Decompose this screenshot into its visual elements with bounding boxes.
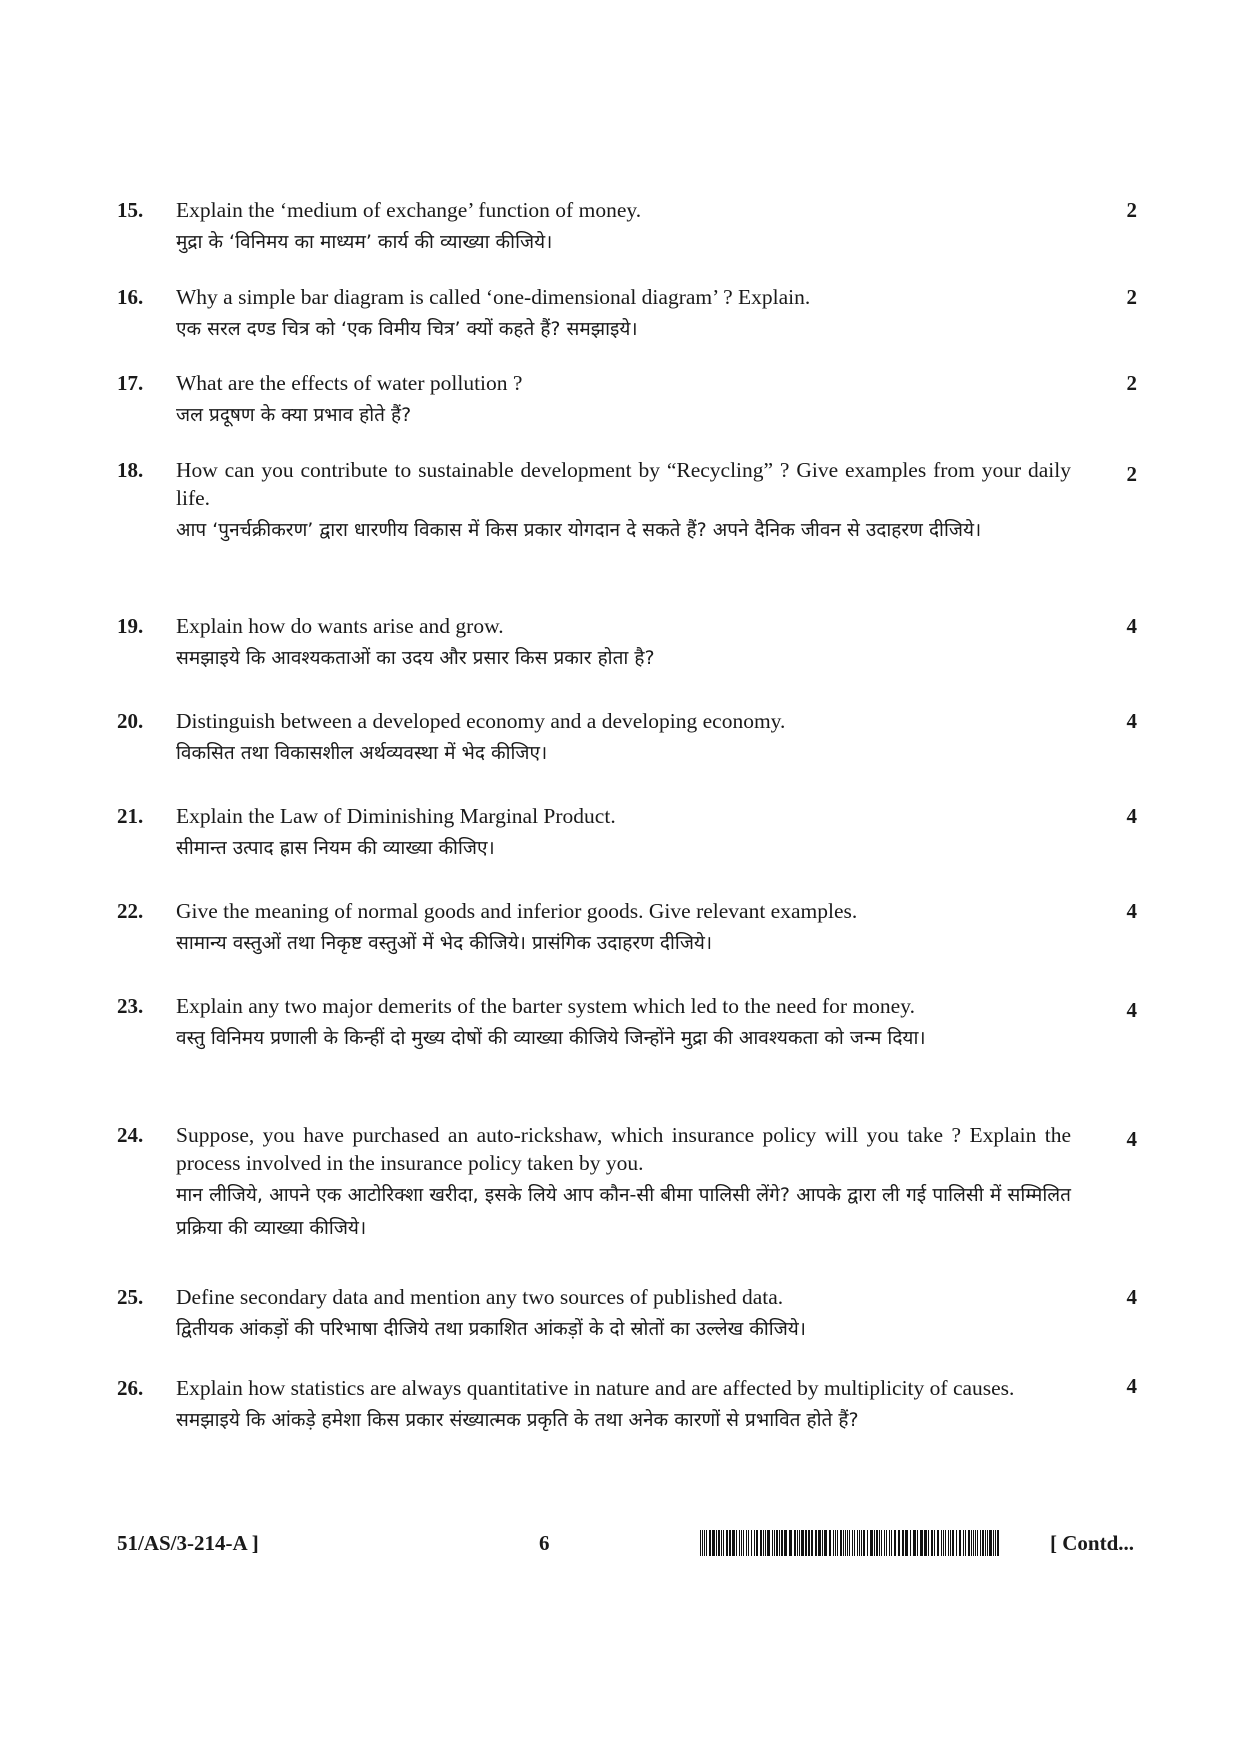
- barcode-bar: [987, 1530, 988, 1556]
- question-text-english: Explain the Law of Diminishing Marginal Product.: [176, 804, 616, 828]
- barcode-bar: [934, 1530, 935, 1556]
- question-text-english: What are the effects of water pollution ?: [176, 371, 523, 395]
- barcode-bar: [980, 1530, 981, 1556]
- question-number: 22.: [117, 899, 144, 923]
- barcode-bar: [729, 1530, 731, 1556]
- barcode-bar: [857, 1530, 858, 1556]
- barcode-bar: [789, 1530, 792, 1556]
- question-number: 19.: [117, 614, 144, 638]
- barcode-bar: [822, 1530, 823, 1556]
- barcode-bar: [950, 1530, 951, 1556]
- barcode-bar: [973, 1530, 974, 1556]
- question-text-hindi: समझाइये कि आंकड़े हमेशा किस प्रकार संख्यात्मक प्रकृति के तथा अनेक कारणों से प्रभावित होते हैं?: [176, 1409, 859, 1431]
- barcode-bar: [716, 1530, 717, 1556]
- barcode-bar: [843, 1530, 844, 1556]
- barcode-bar: [861, 1530, 862, 1556]
- barcode-bar: [963, 1530, 964, 1556]
- barcode-bar: [943, 1530, 944, 1556]
- question-body: [176, 456, 1071, 547]
- barcode-bar: [776, 1530, 778, 1556]
- barcode-bar: [718, 1530, 720, 1556]
- barcode-bar: [833, 1530, 834, 1556]
- barcode-bar: [751, 1530, 752, 1556]
- barcode-bar: [905, 1530, 908, 1556]
- question-body: [176, 897, 1071, 960]
- question-marks: 4: [1126, 804, 1137, 828]
- barcode-bar: [837, 1530, 838, 1556]
- barcode-bar: [801, 1530, 804, 1556]
- barcode-bar: [784, 1530, 787, 1556]
- barcode-bar: [989, 1530, 992, 1556]
- barcode-bar: [876, 1530, 878, 1556]
- question-text-english: Why a simple bar diagram is called ‘one-dimensional diagram’ ? Explain.: [176, 285, 811, 309]
- question-body: [176, 196, 1071, 259]
- question-text-hindi: सामान्य वस्तुओं तथा निकृष्ट वस्तुओं में भेद कीजिये। प्रासंगिक उदाहरण दीजिये।: [176, 932, 713, 954]
- barcode-bar: [799, 1530, 800, 1556]
- barcode-bar: [706, 1530, 707, 1556]
- barcode-bar: [968, 1530, 970, 1556]
- barcode-bar: [772, 1530, 773, 1556]
- question-number: 20.: [117, 709, 144, 733]
- barcode-bar: [881, 1530, 882, 1556]
- question-body: [176, 612, 1071, 675]
- question-text-hindi: विकसित तथा विकासशील अर्थव्यवस्था में भेद कीजिए।: [176, 742, 548, 764]
- question-text-english: Explain how statistics are always quantitative in nature and are affected by multiplicity of causes.: [176, 1376, 1015, 1400]
- barcode-bar: [824, 1530, 827, 1556]
- question-number: 15.: [117, 198, 144, 222]
- question-text-english: Explain how do wants arise and grow.: [176, 614, 504, 638]
- barcode-bar: [937, 1530, 939, 1556]
- barcode-bar: [732, 1530, 735, 1556]
- barcode-bar: [721, 1530, 722, 1556]
- barcode-bar: [910, 1530, 911, 1556]
- barcode-bar: [849, 1530, 850, 1556]
- question-number: 25.: [117, 1285, 144, 1309]
- question-body: [176, 283, 1071, 346]
- question-text-english: Give the meaning of normal goods and inferior goods. Give relevant examples.: [176, 899, 858, 923]
- question-marks: 4: [1126, 614, 1137, 638]
- barcode-bar: [765, 1530, 766, 1556]
- question-text-hindi: मुद्रा के ‘विनिमय का माध्यम’ कार्य की व्याख्या कीजिये।: [176, 231, 553, 253]
- barcode-bar: [845, 1530, 846, 1556]
- barcode-bar: [997, 1530, 999, 1556]
- question-body: [176, 992, 1071, 1055]
- barcode-bar: [917, 1530, 918, 1556]
- barcode-bar: [797, 1530, 798, 1556]
- barcode-bar: [867, 1530, 868, 1556]
- barcode-bar: [763, 1530, 764, 1556]
- question-text-english: Suppose, you have purchased an auto-rickshaw, which insurance policy will you take ? Explain the process involved in the insurance policy taken by you.: [176, 1123, 1071, 1175]
- question-text-english: Explain the ‘medium of exchange’ function of money.: [176, 198, 642, 222]
- barcode-bar: [859, 1530, 860, 1556]
- question-text-hindi: आप ‘पुनर्चक्रीकरण’ द्वारा धारणीय विकास में किस प्रकार योगदान दे सकते हैं? अपने दैनिक जीवन से उदाहरण दीजिये।: [176, 519, 982, 541]
- barcode-bar: [743, 1530, 744, 1556]
- barcode-bar: [774, 1530, 775, 1556]
- barcode-bar: [956, 1530, 957, 1556]
- question-marks: 4: [1126, 899, 1137, 923]
- question-text-hindi: जल प्रदूषण के क्या प्रभाव होते हैं?: [176, 404, 412, 426]
- barcode-bar: [941, 1530, 942, 1556]
- barcode-bar: [709, 1530, 711, 1556]
- barcode-bar: [835, 1530, 836, 1556]
- barcode-bar: [840, 1530, 842, 1556]
- barcode-bar: [726, 1530, 728, 1556]
- barcode-bar: [870, 1530, 873, 1556]
- barcode-bar: [852, 1530, 853, 1556]
- barcode-bar: [891, 1530, 892, 1556]
- question-marks: 4: [1126, 1374, 1137, 1398]
- paper-code: 51/AS/3-214-A ]: [117, 1531, 259, 1555]
- barcode-bar: [879, 1530, 880, 1556]
- barcode-bar: [704, 1530, 705, 1556]
- barcode-bar: [902, 1530, 904, 1556]
- barcode-bar: [712, 1530, 715, 1556]
- question-number: 18.: [117, 458, 144, 482]
- page-number: 6: [539, 1531, 550, 1555]
- barcode-bar: [965, 1530, 966, 1556]
- question-marks: 2: [1126, 462, 1137, 486]
- question-marks: 4: [1126, 1285, 1137, 1309]
- barcode-bar: [995, 1530, 996, 1556]
- question-text-english: Distinguish between a developed economy and a developing economy.: [176, 709, 786, 733]
- barcode-bar: [959, 1530, 961, 1556]
- question-number: 17.: [117, 371, 144, 395]
- barcode-bar: [993, 1530, 994, 1556]
- question-body: [176, 802, 1071, 865]
- barcode-bar: [971, 1530, 972, 1556]
- barcode-bar: [781, 1530, 783, 1556]
- question-text-hindi: सीमान्त उत्पाद ह्रास नियम की व्याख्या कीजिए।: [176, 837, 495, 859]
- barcode-bar: [952, 1530, 954, 1556]
- barcode-bar: [863, 1530, 865, 1556]
- question-marks: 4: [1126, 709, 1137, 733]
- barcode-bar: [736, 1530, 737, 1556]
- barcode-bar: [746, 1530, 747, 1556]
- question-number: 23.: [117, 994, 144, 1018]
- barcode-bar: [945, 1530, 946, 1556]
- barcode-image: [700, 1530, 1000, 1556]
- question-body: [176, 1121, 1071, 1245]
- barcode-bar: [854, 1530, 855, 1556]
- question-marks: 2: [1126, 198, 1137, 222]
- barcode-bar: [975, 1530, 976, 1556]
- question-text-english: Define secondary data and mention any two sources of published data.: [176, 1285, 784, 1309]
- barcode-bar: [723, 1530, 724, 1556]
- question-text-hindi: मान लीजिये, आपने एक आटोरिक्शा खरीदा, इसके लिये आप कौन-सी बीमा पालिसी लेंगे? आपके द्वारा ली गई पालिसी में सम्मिलित प्रक्रिया की व्याख्या कीजिये।: [176, 1184, 1071, 1239]
- question-number: 16.: [117, 285, 144, 309]
- barcode-bar: [815, 1530, 817, 1556]
- question-marks: 2: [1126, 371, 1137, 395]
- question-text-hindi: समझाइये कि आवश्यकताओं का उदय और प्रसार किस प्रकार होता है?: [176, 647, 655, 669]
- question-text-english: How can you contribute to sustainable development by “Recycling” ? Give examples from your daily life.: [176, 458, 1071, 510]
- barcode-bar: [913, 1530, 916, 1556]
- question-number: 24.: [117, 1123, 144, 1147]
- continued-label: [ Contd...: [1049, 1531, 1134, 1555]
- barcode-bar: [818, 1530, 821, 1556]
- barcode-bar: [874, 1530, 875, 1556]
- barcode-bar: [794, 1530, 796, 1556]
- barcode-bar: [931, 1530, 933, 1556]
- barcode-bar: [767, 1530, 770, 1556]
- barcode-bar: [982, 1530, 984, 1556]
- barcode-bar: [889, 1530, 890, 1556]
- question-marks: 4: [1126, 998, 1137, 1022]
- barcode-bar: [760, 1530, 762, 1556]
- barcode-bar: [898, 1530, 900, 1556]
- question-body: [176, 1283, 1071, 1346]
- question-body: [176, 707, 1071, 770]
- barcode-bar: [920, 1530, 923, 1556]
- question-number: 26.: [117, 1376, 144, 1400]
- barcode-bar: [884, 1530, 885, 1556]
- barcode-bar: [754, 1530, 755, 1556]
- question-marks: 4: [1126, 1127, 1137, 1151]
- barcode-bar: [811, 1530, 813, 1556]
- barcode-bar: [702, 1530, 703, 1556]
- barcode-bar: [739, 1530, 740, 1556]
- barcode-bar: [977, 1530, 978, 1556]
- barcode-bar: [805, 1530, 807, 1556]
- barcode-bar: [829, 1530, 831, 1556]
- barcode-bar: [924, 1530, 927, 1556]
- question-text-hindi: एक सरल दण्ड चित्र को ‘एक विमीय चित्र’ क्यों कहते हैं? समझाइये।: [176, 318, 638, 340]
- barcode-bar: [741, 1530, 742, 1556]
- barcode-bar: [985, 1530, 986, 1556]
- barcode-bar: [756, 1530, 758, 1556]
- question-text-english: Explain any two major demerits of the barter system which led to the need for money.: [176, 994, 915, 1018]
- question-number: 21.: [117, 804, 144, 828]
- barcode-bar: [886, 1530, 887, 1556]
- question-marks: 2: [1126, 285, 1137, 309]
- barcode-bar: [779, 1530, 780, 1556]
- page-footer: [117, 1526, 1137, 1562]
- barcode-bar: [948, 1530, 949, 1556]
- barcode-bar: [808, 1530, 810, 1556]
- question-text-hindi: वस्तु विनिमय प्रणाली के किन्हीं दो मुख्य दोषों की व्याख्या कीजिये जिन्होंने मुद्रा की आवश्यकता को जन्म दिया।: [176, 1027, 926, 1049]
- barcode-bar: [847, 1530, 848, 1556]
- question-body: [176, 369, 1071, 432]
- barcode-bar: [928, 1530, 929, 1556]
- barcode-bar: [700, 1530, 701, 1556]
- barcode-bar: [894, 1530, 896, 1556]
- question-body: [176, 1374, 1071, 1437]
- question-text-hindi: द्वितीयक आंकड़ों की परिभाषा दीजिये तथा प्रकाशित आंकड़ों के दो स्रोतों का उल्लेख कीजिये।: [176, 1318, 807, 1340]
- barcode-bar: [748, 1530, 749, 1556]
